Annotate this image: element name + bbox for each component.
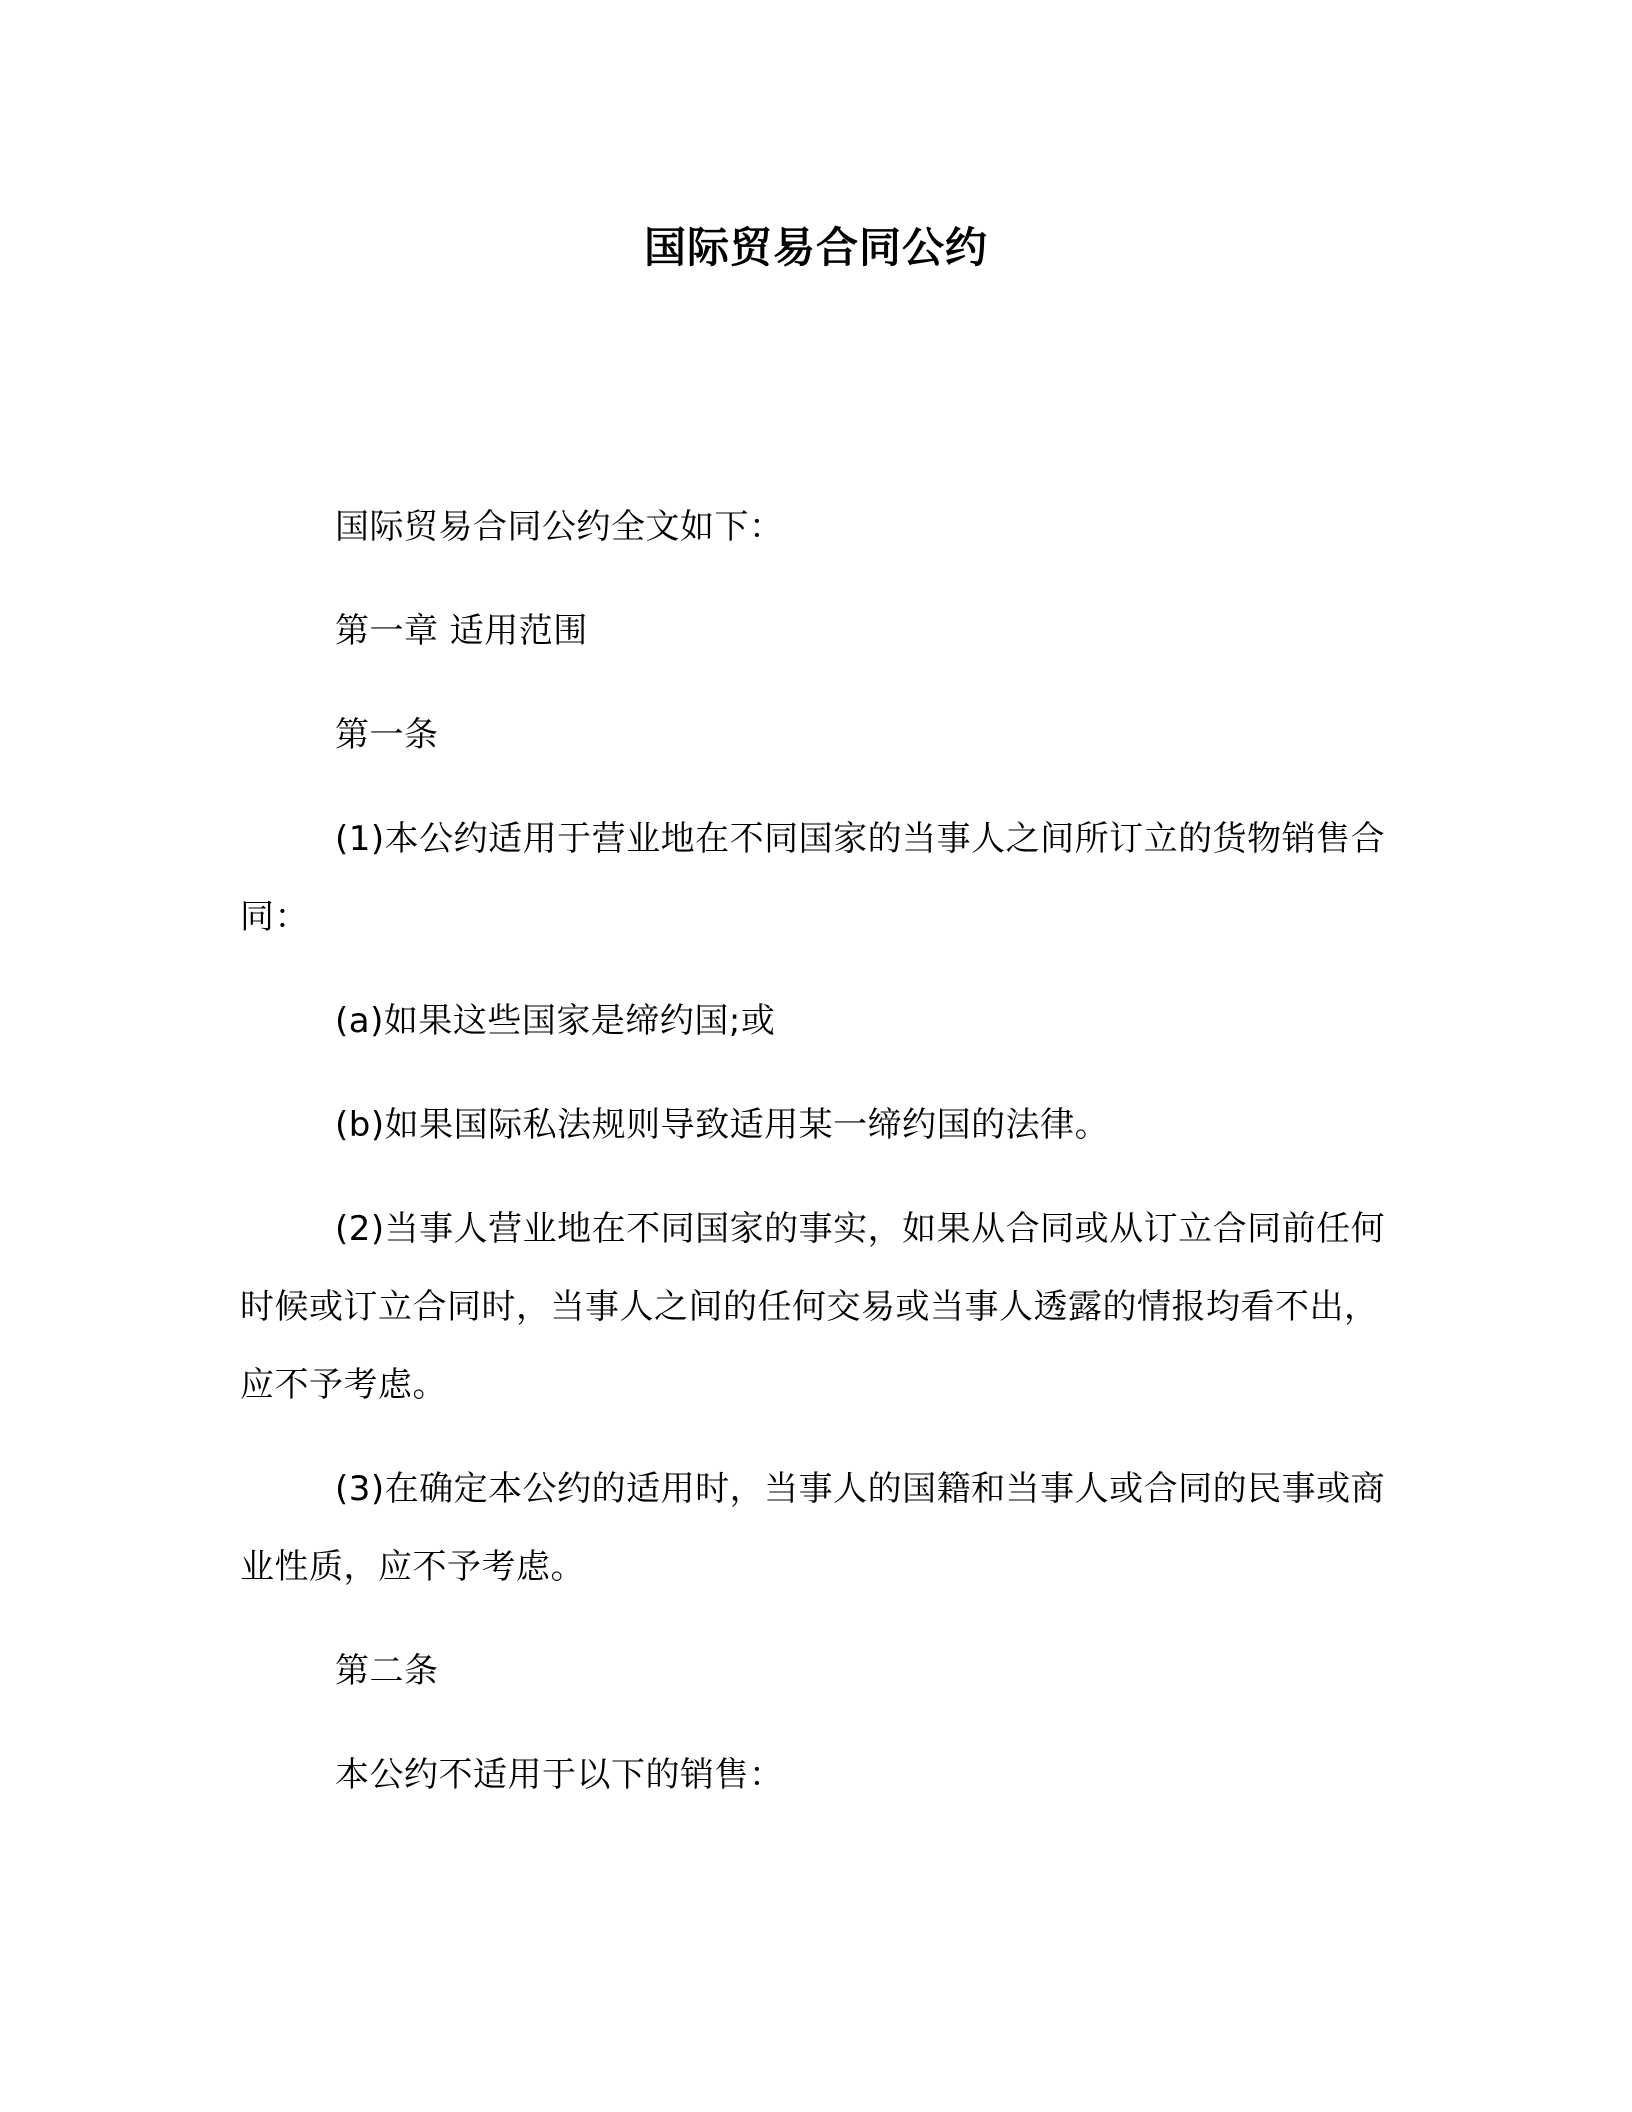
document-title: 国际贸易合同公约 <box>643 223 988 272</box>
article-heading: 第二条 <box>335 1651 439 1691</box>
clause-item: (b)如果国际私法规则导致适用某一缔约国的法律。 <box>335 1105 1110 1145</box>
clause-paragraph: 本公约不适用于以下的销售： <box>335 1755 784 1795</box>
document-body <box>240 488 1390 1840</box>
clause-item: (a)如果这些国家是缔约国;或 <box>335 1001 776 1041</box>
clause-paragraph: (1)本公约适用于营业地在不同国家的当事人之间所订立的货物销售合同： <box>240 819 1386 937</box>
article-heading: 第一条 <box>335 715 439 755</box>
chapter-heading: 第一章 适用范围 <box>335 611 588 651</box>
clause-paragraph: (2)当事人营业地在不同国家的事实，如果从合同或从订立合同前任何时候或订立合同时，当事人之间的任何交易或当事人透露的情报均看不出，应不予考虑。 <box>240 1209 1386 1405</box>
intro-paragraph: 国际贸易合同公约全文如下： <box>335 507 784 547</box>
clause-paragraph: (3)在确定本公约的适用时，当事人的国籍和当事人或合同的民事或商业性质，应不予考虑。 <box>240 1469 1386 1587</box>
